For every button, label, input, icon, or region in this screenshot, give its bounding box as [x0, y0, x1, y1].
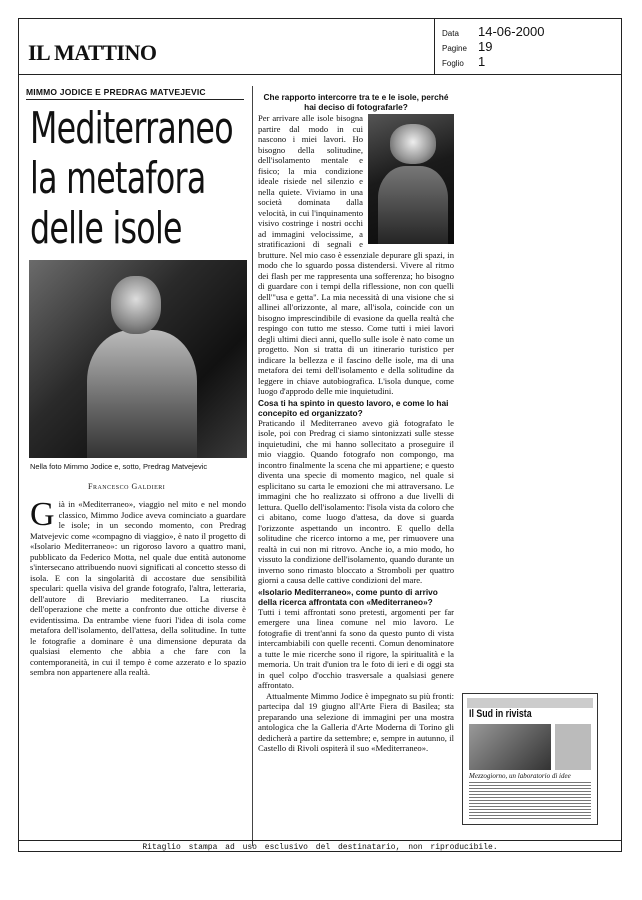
column-divider — [252, 86, 253, 846]
matvejevic-photo — [368, 114, 454, 244]
footer-divider — [18, 840, 622, 841]
magazine-thumbnail — [462, 693, 598, 825]
article-column-1 — [30, 496, 246, 678]
article-headline — [30, 103, 233, 254]
answer-2: Praticando il Mediterraneo avevo già fotografato le isole, poi con Predrag ci siamo sintonizzati sulle stesse inquietudini, che mi hanno sollecitato a proseguire il mio viaggio. Quando fotografo non compongo, ma incontro finalmente la scena che mi appartiene; e questo diventa una specie di momento magico, nel quale si esplicitano su carta le emozioni che mi attraversano. Le immagini che ho realizzato si offrono a due livelli di lettura. Quello dell'isolamento: l'isola vista da coloro che ci abitano, come luogo d'attesa, da dove si guarda l'orizzonte aspettando un incontro. E quello della solitudine che ricerco intorno a me, per rimuovere una realtà in cui non mi ritrovo. Anche io, a mio modo, ho vissuto la condizione dell'isolamento, quando durante un inverno sono rimasto bloccato a Stromboli per quattro giorni a causa delle cattive condizioni del mare. — [258, 417, 454, 585]
sheet-value: 1 — [478, 54, 486, 69]
pages-value: 19 — [478, 39, 493, 54]
newspaper-masthead: IL MATTINO — [28, 40, 157, 65]
article-kicker: MIMMO JODICE E PREDRAG MATVEJEVIC — [26, 87, 244, 100]
header-divider — [18, 74, 622, 75]
article-column-2 — [258, 92, 454, 754]
question-1: Che rapporto intercorre tra te e le isole, perché hai deciso di fotografarle? — [263, 92, 449, 112]
question-2: Cosa ti ha spinto in questo lavoro, e come lo hai concepito ed organizzato? — [258, 397, 449, 418]
byline: Francesco Galdieri — [88, 482, 166, 491]
header-vertical-divider — [434, 18, 435, 74]
answer-1: Per arrivare alle isole bisogna partire dal modo in cui nascono i miei lavori. Ho bisogno della solitudine, dell'isolamento mentale e fisico; la mia condizione ideale risiede nel silenzio e nella quiete. Viviamo in una società dominata dalla velocità, in cui l'inquinamento visivo costringe i nostri occhi ad immagini velocissime, a stratificazioni di segnali e brutture. Nel mio caso è essenziale depurare gli spazi, in modo che lo sguardo possa distendersi. Vivere al ritmo dei flash per me rappresenta una sofferenza; ho bisogno di guardare con i tempi della riflessione, non con quelli dell'"usa e getta". La mia necessità di una visione che si allinei all'orizzonte, al mare, all'isola, coincide con un bisogno imprescindibile di evasione da quella realtà che respingo con tutto me stesso. Come tutti i miei lavori degli ultimi dieci anni, quello sulle isole è nato come un progetto. Non si tratta di un itinerario turistico per indicare la bellezza e il fascino delle isole, ma di una metafora dei temi dell'isolamento e della solitudine da leggere in chiave autobiografica. L'isola dunque, come luogo d'approdo delle mie inquietudini. — [258, 113, 454, 396]
intro-paragraph: ià in «Mediterraneo», viaggio nel mito e nel mondo classico, Mimmo Jodice aveva cominciato a guardare le isole; in un secondo momento, con Predrag Matvejevic come «compagno di viaggio», è nato il progetto di «Isolario Mediterraneo»: un rigoroso lavoro a quattro mani, pubblicato da Federico Motta, nel quale due entità autonome s'intersecano attribuendo nuovi significati al concetto stesso di isola. E con la singolarità di accostare due sensibilità speculari: quella visiva del grande fotografo, l'altra, letteraria, dell'autore di Breviario mediterraneo. La riuscita dell'operazione che mette a confronto due ottiche diverse è evidentissima. Da entrambe viene fuori l'idea di isola come metafora dell'isolamento, dell'attesa, della solitudine. In tutte le fotografie a dominare è una dimensione depurata da qualsiasi elemento che abbia a che fare con la contemporaneità, in cui il tempo è come azzerato e lo spazio sembra non appartenere alla realtà. — [30, 499, 246, 677]
headline-line-3: delle isole — [30, 203, 182, 254]
closing-paragraph: Attualmente Mimmo Jodice è impegnato su più fronti: partecipa dal 19 giugno all'Arte Fiera di Basilea; sta preparando una selezione di immagini per una mostra antologica che la Galleria d'Arte Moderna di Torino gli dedicherà a partire da settembre; e, sempre in autunno, il Castello di Rivoli ospiterà il suo «Mediterraneo». — [258, 690, 454, 753]
thumbnail-subtitle: Mezzogiorno, un laboratorio di idee — [469, 772, 571, 780]
pages-label: Pagine — [442, 44, 467, 53]
headline-line-1: Mediterraneo — [30, 103, 233, 154]
thumbnail-title: Il Sud in rivista — [469, 708, 532, 720]
sheet-label: Foglio — [442, 59, 464, 68]
jodice-photo — [29, 260, 247, 458]
answer-3: Tutti i temi affrontati sono pretesti, argomenti per far emergere una linea comune nel mio lavoro. Le fotografie di trent'anni fa sono da questo punto di vista intercambiabili con quelle recenti. Comun denominatore a tutte le mie ricerche sono il rigore, la spiritualità e la memoria. Un trait d'union tra le foto di ieri e di oggi sta in quel colpo d'occhio trasversale a qualsiasi genere affrontato. — [258, 606, 454, 690]
footer-notice: Ritaglio stampa ad uso esclusivo del destinatario, non riproducibile. — [142, 843, 498, 852]
drop-cap: G — [30, 496, 55, 533]
date-label: Data — [442, 29, 459, 38]
date-value: 14-06-2000 — [478, 24, 545, 39]
question-3: «Isolario Mediterraneo», come punto di arrivo della ricerca affrontata con «Mediterraneo»? — [258, 586, 438, 607]
photo-caption: Nella foto Mimmo Jodice e, sotto, Predrag Matvejevic — [30, 462, 208, 471]
headline-line-2: la metafora — [30, 153, 206, 204]
clipping-metadata — [442, 24, 545, 69]
